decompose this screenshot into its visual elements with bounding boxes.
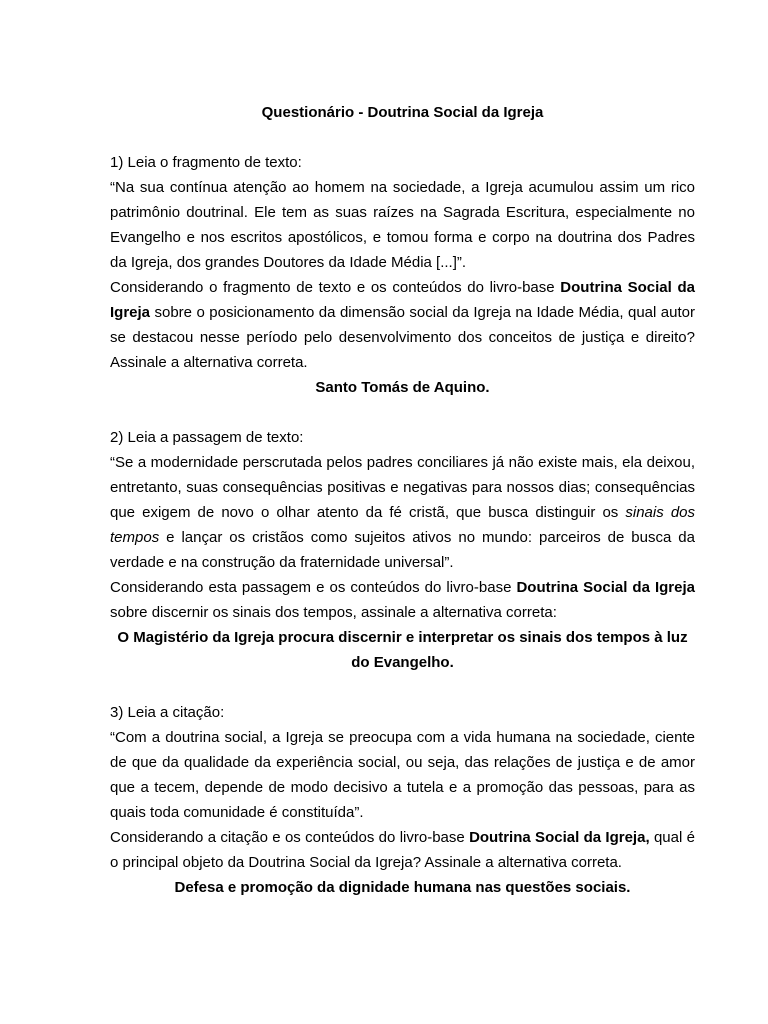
question-2-answer: O Magistério da Igreja procura discernir e interpretar os sinais dos tempos à luz do Evangelho. [117, 629, 688, 671]
question-3-prompt [110, 825, 695, 875]
question-2-book-title: Doutrina Social da Igreja [516, 579, 695, 596]
spacer [110, 675, 695, 700]
question-3-quote: “Com a doutrina social, a Igreja se preocupa com a vida humana na sociedade, ciente de que da qualidade da experiência social, ou seja, das relações de justiça e de amor que a tecem, depende de modo decisivo a tutela e a promoção das pessoas, para as quais toda comunidade é constituída”. [110, 729, 695, 821]
question-2-prompt-after: sobre discernir os sinais dos tempos, assinale a alternativa correta: [110, 604, 557, 621]
question-3-heading: 3) Leia a citação: [110, 704, 225, 721]
question-1-prompt-before: Considerando o fragmento de texto e os conteúdos do livro-base [110, 279, 561, 296]
document-page [110, 100, 695, 900]
question-3-prompt-after: qual é o principal objeto da Doutrina Social da Igreja? Assinale a alternativa correta. [110, 829, 695, 871]
question-2-heading: 2) Leia a passagem de texto: [110, 429, 304, 446]
question-2-quote-part2: e lançar os cristãos como sujeitos ativos no mundo: parceiros de busca da verdade e na construção da fraternidade universal”. [110, 529, 695, 571]
question-2 [110, 425, 695, 675]
spacer [110, 125, 695, 150]
question-1-heading: 1) Leia o fragmento de texto: [110, 154, 302, 171]
question-1-book-title: Doutrina Social da Igreja [110, 279, 695, 321]
question-1 [110, 150, 695, 400]
question-2-quote-part1: “Se a modernidade perscrutada pelos padres conciliares já não existe mais, ela deixou, entretanto, suas consequências positivas e negativas para nossos dias; consequências que exigem de novo o olhar atento da fé cristã, que busca distinguir os [110, 454, 695, 521]
spacer [110, 400, 695, 425]
question-2-quote [110, 450, 695, 575]
question-1-quote: “Na sua contínua atenção ao homem na sociedade, a Igreja acumulou assim um rico patrimônio doutrinal. Ele tem as suas raízes na Sagrada Escritura, especialmente no Evangelho e nos escritos apostólicos, e tomou forma e corpo na doutrina dos Padres da Igreja, dos grandes Doutores da Idade Média [...]”. [110, 179, 695, 271]
question-2-prompt-before: Considerando esta passagem e os conteúdos do livro-base [110, 579, 517, 596]
question-1-answer: Santo Tomás de Aquino. [315, 379, 490, 396]
question-3-answer: Defesa e promoção da dignidade humana nas questões sociais. [174, 879, 631, 896]
document-title: Questionário - Doutrina Social da Igreja [261, 104, 544, 121]
question-2-prompt [110, 575, 695, 625]
question-3-prompt-before: Considerando a citação e os conteúdos do livro-base [110, 829, 470, 846]
question-2-quote-italic: sinais dos tempos [110, 504, 695, 546]
question-1-prompt-after: sobre o posicionamento da dimensão social da Igreja na Idade Média, qual autor se destacou nesse período pelo desenvolvimento dos conceitos de justiça e direito? Assinale a alternativa correta. [110, 304, 695, 371]
question-1-prompt [110, 275, 695, 375]
question-3 [110, 700, 695, 900]
question-3-book-title: Doutrina Social da Igreja, [469, 829, 650, 846]
